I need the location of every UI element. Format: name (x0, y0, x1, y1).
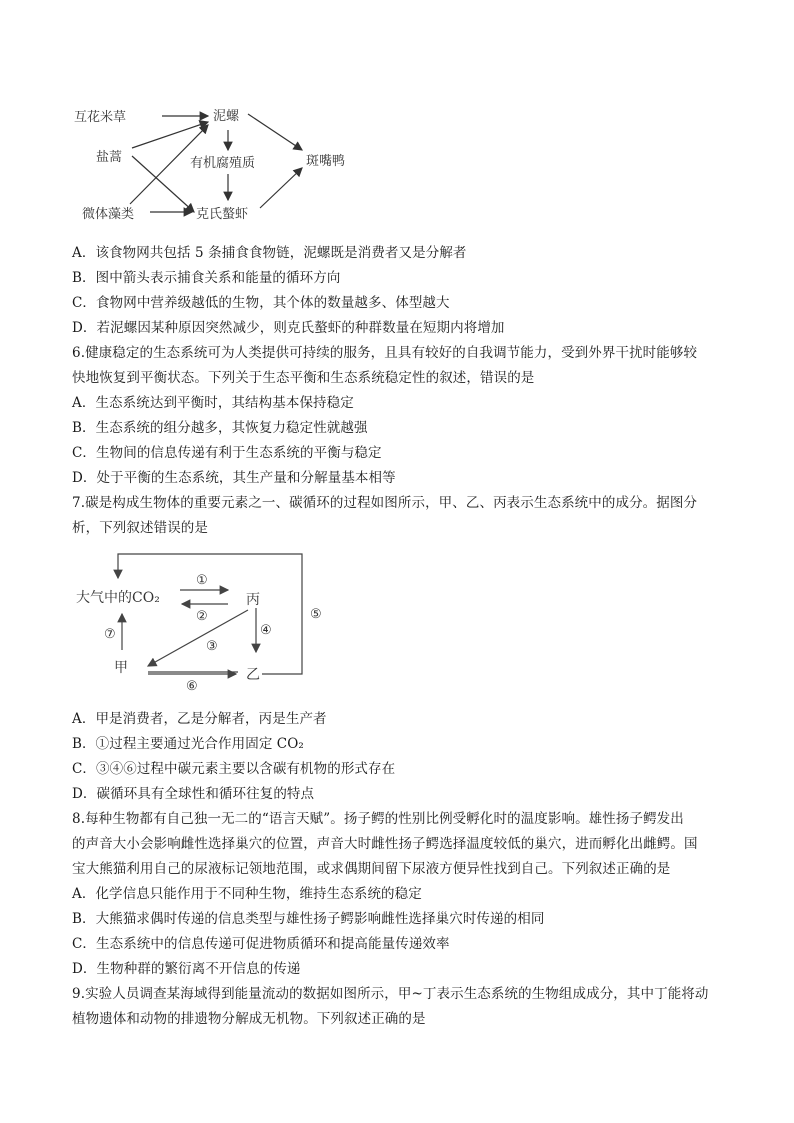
q6-option-b: B．生态系统的组分越多，其恢复力稳定性就越强 (72, 420, 368, 436)
q6-option-c: C．生物间的信息传递有利于生态系统的平衡与稳定 (72, 445, 382, 461)
node-duck: 斑嘴鸭 (306, 154, 346, 169)
q8-stem-line-3: 宝大熊猫利用自己的尿液标记领地范围，或求偶期间留下尿液方便异性找到自己。下列叙述正确的是 (72, 861, 671, 877)
q6-option-d: D．处于平衡的生态系统，其生产量和分解量基本相等 (72, 470, 396, 486)
q7-option-b: B．①过程主要通过光合作用固定 CO₂ (72, 736, 304, 752)
q5-option-a: A．该食物网共包括 5 条捕食食物链，泥螺既是消费者又是分解者 (72, 245, 467, 261)
node-snail: 泥螺 (213, 109, 240, 124)
q8-stem-line-1: 8.每种生物都有自己独一无二的“语言天赋”。扬子鳄的性别比例受孵化时的温度影响。雄性扬子鳄发出 (72, 811, 684, 827)
bing-label: 丙 (246, 592, 260, 608)
q8-option-c: C．生态系统中的信息传递可促进物质循环和提高能量传递效率 (72, 936, 450, 952)
atmosphere-co2-label: 大气中的CO₂ (76, 590, 160, 606)
label-5: ⑤ (310, 607, 322, 622)
label-4: ④ (260, 623, 272, 638)
q6-option-a: A．生态系统达到平衡时，其结构基本保持稳定 (72, 395, 354, 411)
label-6: ⑥ (186, 679, 198, 694)
q5-option-c: C．食物网中营养级越低的生物，其个体的数量越多、体型越大 (72, 295, 450, 311)
label-3: ③ (206, 639, 218, 654)
q6-stem-line-2: 快地恢复到平衡状态。下列关于生态平衡和生态系统稳定性的叙述，错误的是 (72, 370, 535, 386)
q8-option-b: B．大熊猫求偶时传递的信息类型与雄性扬子鳄影响雌性选择巢穴时传递的相同 (72, 911, 545, 927)
node-crab: 克氏螯虾 (196, 207, 249, 222)
food-web-diagram (70, 100, 370, 230)
q7-option-c: C．③④⑥过程中碳元素主要以含碳有机物的形式存在 (72, 761, 396, 777)
q5-option-d: D．若泥螺因某种原因突然减少，则克氏螯虾的种群数量在短期内将增加 (72, 320, 505, 336)
q8-stem-line-2: 的声音大小会影响雌性选择巢穴的位置，声音大时雌性扬子鳄选择温度较低的巢穴，进而孵化出雌鳄。国 (72, 836, 698, 852)
label-2: ② (196, 609, 208, 624)
q7-stem-line-1: 7.碳是构成生物体的重要元素之一、碳循环的过程如图所示，甲、乙、丙表示生态系统中的成分。据图分 (72, 495, 698, 511)
node-spartina: 互花米草 (74, 110, 127, 125)
q7-stem-line-2: 析，下列叙述错误的是 (72, 520, 208, 536)
carbon-cycle-diagram (70, 548, 340, 698)
q7-option-a: A．甲是消费者，乙是分解者，丙是生产者 (72, 711, 327, 727)
label-7: ⑦ (104, 627, 116, 642)
q9-stem-line-1: 9.实验人员调查某海域得到能量流动的数据如图所示，甲~丁表示生态系统的生物组成成分，其中丁能将动 (72, 986, 709, 1002)
yi-label: 乙 (246, 667, 260, 683)
carbon-cycle-arrows (118, 554, 302, 674)
jia-label: 甲 (114, 660, 128, 676)
label-1: ① (196, 573, 208, 588)
node-microalgae: 微体藻类 (82, 207, 135, 222)
q6-stem-line-1: 6.健康稳定的生态系统可为人类提供可持续的服务，且具有较好的自我调节能力，受到外界干扰时能够较 (72, 345, 698, 361)
node-suaeda: 盐蒿 (96, 150, 123, 165)
q8-option-a: A．化学信息只能作用于不同种生物，维持生态系统的稳定 (72, 886, 422, 902)
q5-option-b: B．图中箭头表示捕食关系和能量的循环方向 (72, 270, 341, 286)
q9-stem-line-2: 植物遗体和动物的排遗物分解成无机物。下列叙述正确的是 (72, 1011, 426, 1027)
q8-option-d: D．生物种群的繁衍离不开信息的传递 (72, 961, 301, 977)
q7-option-d: D．碳循环具有全球性和循环往复的特点 (72, 786, 315, 802)
node-detritus: 有机腐殖质 (190, 156, 256, 171)
